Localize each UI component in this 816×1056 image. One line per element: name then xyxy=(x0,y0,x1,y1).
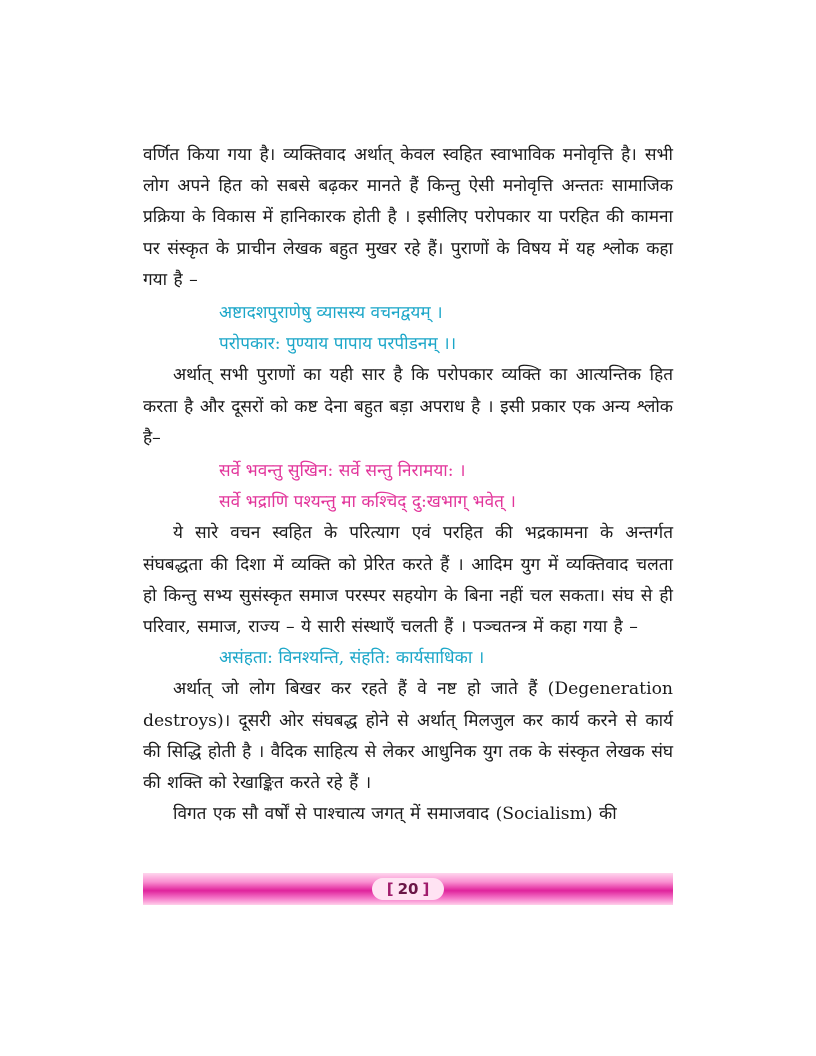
page-body xyxy=(143,140,673,830)
page-number-bracket-close: ] xyxy=(422,880,430,898)
verse-2-line-1: सर्वे भवन्तु सुखिन: सर्वे सन्तु निरामया: । xyxy=(219,461,466,482)
paragraph-4: अर्थात् जो लोग बिखर कर रहते हैं वे नष्ट हो जाते हैं (Degeneration destroys)। दूसरी ओर संघबद्ध होने से अर्थात् मिलजुल कर कार्य करने से कार्य की सिद्धि होती है । वैदिक साहित्य से लेकर आधुनिक युग तक के संस्कृत लेखक संघ की शक्ति को रेखाङ्कित करते रहे हैं । xyxy=(143,679,673,794)
verse-2-line-2: सर्वे भद्राणि पश्यन्तु मा कश्चिद् दु:खभाग् भवेत् । xyxy=(219,492,516,513)
verse-1-line-1: अष्टादशपुराणेषु व्यासस्य वचनद्वयम् । xyxy=(219,303,443,324)
paragraph-1: वर्णित किया गया है। व्यक्तिवाद अर्थात् केवल स्वहित स्वाभाविक मनोवृत्ति है। सभी लोग अपने हित को सबसे बढ़कर मानते हैं किन्तु ऐसी मनोवृत्ति अन्ततः सामाजिक प्रक्रिया के विकास में हानिकारक होती है । इसीलिए परोपकार या परहित की कामना पर संस्कृत के प्राचीन लेखक बहुत मुखर रहे हैं। पुराणों के विषय में यह श्लोक कहा गया है – xyxy=(143,145,673,290)
paragraph-5: विगत एक सौ वर्षों से पाश्चात्य जगत् में समाजवाद (Socialism) की xyxy=(173,804,617,825)
page-number-bracket-open: [ xyxy=(386,880,394,898)
verse-3-line-1: असंहता: विनश्यन्ति, संहति: कार्यसाधिका । xyxy=(219,648,485,669)
paragraph-3: ये सारे वचन स्वहित के परित्याग एवं परहित की भद्रकामना के अन्तर्गत संघबद्धता की दिशा में व्यक्ति को प्रेरित करते हैं । आदिम युग में व्यक्तिवाद चलता हो किन्तु सभ्य सुसंस्कृत समाज परस्पर सहयोग के बिना नहीं चल सकता। संघ से ही परिवार, समाज, राज्य – ये सारी संस्थाएँ चलती हैं । पञ्चतन्त्र में कहा गया है – xyxy=(143,523,673,638)
paragraph-2: अर्थात् सभी पुराणों का यही सार है कि परोपकार व्यक्ति का आत्यन्तिक हित करता है और दूसरों को कष्ट देना बहुत बड़ा अपराध है । इसी प्रकार एक अन्य श्लोक है– xyxy=(143,365,673,448)
page-number-badge xyxy=(372,878,444,900)
page-number: 20 xyxy=(397,880,419,898)
verse-1-line-2: परोपकार: पुण्याय पापाय परपीडनम् ।। xyxy=(219,334,457,355)
